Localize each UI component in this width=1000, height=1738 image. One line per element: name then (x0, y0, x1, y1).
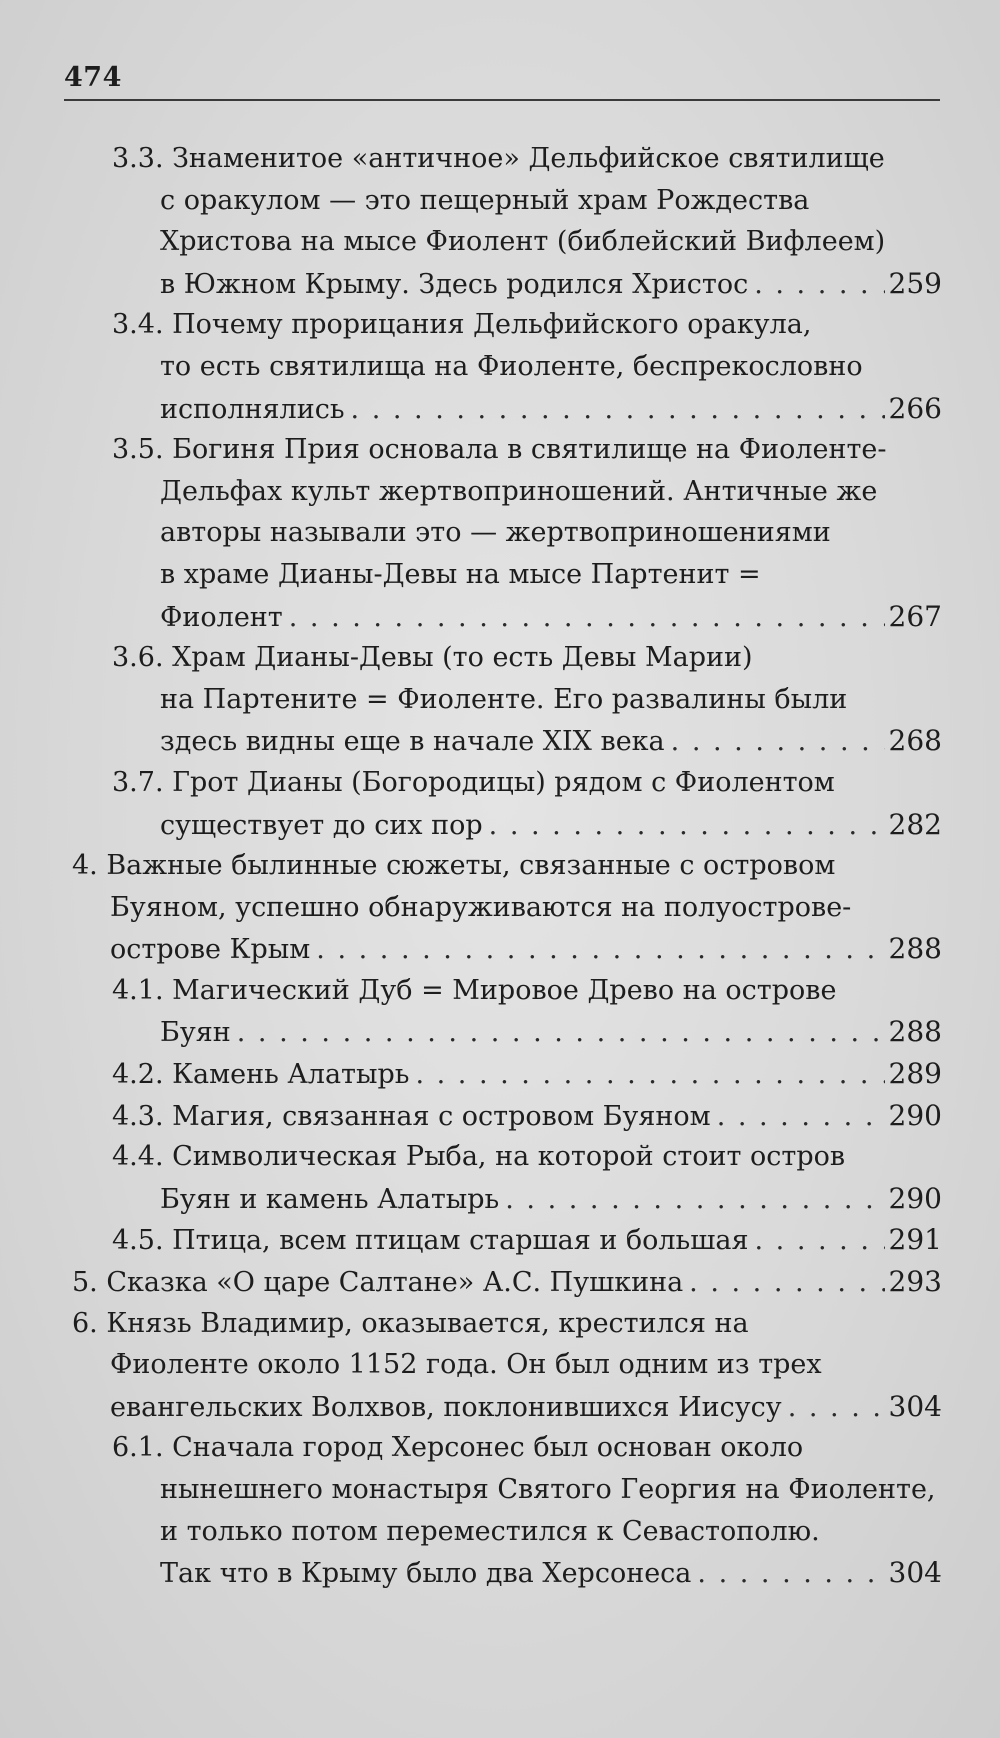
toc-entry-text: Дельфах культ жертвоприношений. Античные же (160, 475, 878, 507)
toc-entry-text: евангельских Волхвов, поклонившихся Иисусу (110, 1391, 782, 1423)
toc-entry-text: Фиоленте около 1152 года. Он был одним из трех (110, 1349, 822, 1381)
toc-entry-text: 4.5. Птица, всем птицам старшая и большая (112, 1225, 749, 1257)
toc-entry-text: существует до сих пор (160, 809, 483, 841)
toc-entry (0, 138, 1000, 304)
toc-page-number: 290 (888, 1098, 942, 1132)
toc-entry-text: 4.2. Камень Алатырь (112, 1059, 410, 1091)
toc-leader-dots (671, 721, 885, 763)
toc-entry-line (0, 762, 1000, 804)
toc-page-number: 290 (888, 1181, 942, 1215)
toc-entry-line (0, 180, 1000, 222)
toc-entry-text: 5. Сказка «О царе Салтане» А.С. Пушкина (72, 1267, 684, 1299)
toc-page-number: 304 (888, 1389, 942, 1423)
toc-entry-line (0, 887, 1000, 929)
toc-entry-line (0, 1552, 1000, 1594)
toc-entry-line (0, 679, 1000, 721)
toc-entry (0, 1303, 1000, 1428)
toc-entry-text: 4.4. Символическая Рыба, на которой стоит остров (112, 1141, 846, 1173)
toc-entry-text: авторы называли это — жертвоприношениями (160, 517, 831, 549)
toc-page-number: 293 (888, 1265, 942, 1299)
page-number: 474 (64, 62, 122, 93)
toc-entry (0, 1053, 1000, 1095)
toc-entry-text: на Партените = Фиоленте. Его развалины были (160, 683, 848, 715)
toc-entry-line (0, 554, 1000, 596)
toc-entry (0, 304, 1000, 429)
toc-entry (0, 637, 1000, 762)
toc-entry-line (0, 596, 1000, 638)
toc-entry-text: Христова на мысе Фиолент (библейский Вифлеем) (160, 226, 886, 258)
toc-leader-dots (237, 1012, 885, 1054)
toc-entry-line (0, 304, 1000, 346)
toc-leader-dots (505, 1179, 884, 1221)
toc-entry-text: Буян и камень Алатырь (160, 1183, 500, 1215)
toc-page-number: 259 (888, 266, 942, 300)
toc-page-number: 268 (888, 724, 942, 758)
toc-entry-text: 3.7. Грот Дианы (Богородицы) рядом с Фиолентом (112, 766, 835, 798)
toc-entry-text: здесь видны еще в начале XIX века (160, 726, 665, 758)
toc-entry-line (0, 1344, 1000, 1386)
toc-entry-text: 3.3. Знаменитое «античное» Дельфийское святилище (112, 143, 885, 174)
toc-entry-text: 3.5. Богиня Прия основала в святилище на Фиоленте- (112, 434, 887, 466)
toc-page-number: 267 (888, 599, 942, 633)
toc-entry-text: 3.4. Почему прорицания Дельфийского оракула, (112, 309, 812, 341)
toc-entry-line (0, 429, 1000, 471)
toc-entry-line (0, 970, 1000, 1012)
toc-entry-text: в храме Дианы-Девы на мысе Партенит = (160, 558, 761, 590)
toc-entry-line (0, 804, 1000, 846)
table-of-contents (0, 138, 1000, 1594)
toc-leader-dots (717, 1096, 885, 1138)
toc-entry-text: 3.6. Храм Дианы-Девы (то есть Девы Марии) (112, 642, 753, 674)
toc-entry (0, 845, 1000, 970)
toc-leader-dots (351, 389, 885, 431)
toc-entry-line (0, 1219, 1000, 1261)
toc-entry-text: и только потом переместился к Севастополю. (160, 1515, 820, 1547)
toc-page-number: 289 (888, 1057, 942, 1091)
toc-leader-dots (689, 1262, 884, 1304)
toc-entry (0, 1136, 1000, 1219)
toc-page-number: 282 (888, 807, 942, 841)
toc-entry-line (0, 138, 1000, 180)
toc-entry-line (0, 1011, 1000, 1053)
toc-entry-text: Так что в Крыму было два Херсонеса (160, 1558, 692, 1590)
toc-leader-dots (489, 805, 885, 847)
toc-entry-text: то есть святилища на Фиоленте, беспрекословно (160, 350, 863, 382)
toc-page-number: 291 (888, 1223, 942, 1257)
toc-entry-text: Буян (160, 1017, 231, 1049)
toc-leader-dots (788, 1387, 885, 1429)
toc-entry-line (0, 1427, 1000, 1469)
toc-entry-line (0, 928, 1000, 970)
toc-entry-text: 4. Важные былинные сюжеты, связанные с островом (72, 850, 836, 882)
toc-entry-text: с оракулом — это пещерный храм Рождества (160, 184, 810, 216)
toc-entry-line (0, 637, 1000, 679)
toc-entry-text: 6.1. Сначала город Херсонес был основан около (112, 1432, 804, 1464)
toc-entry-line (0, 1261, 1000, 1303)
toc-entry (0, 762, 1000, 845)
toc-entry-line (0, 346, 1000, 388)
toc-entry-line (0, 471, 1000, 513)
toc-entry-line (0, 1095, 1000, 1137)
toc-entry-text: нынешнего монастыря Святого Георгия на Фиоленте, (160, 1474, 936, 1505)
toc-entry-text: исполнялись (160, 393, 345, 425)
toc-entry-line (0, 845, 1000, 887)
toc-entry-line (0, 1178, 1000, 1220)
toc-entry-line (0, 1511, 1000, 1553)
toc-entry-text: острове Крым (110, 934, 311, 966)
toc-entry-line (0, 720, 1000, 762)
toc-entry-line (0, 1469, 1000, 1511)
toc-entry-text: 4.3. Магия, связанная с островом Буяном (112, 1100, 711, 1132)
toc-entry (0, 1095, 1000, 1137)
toc-leader-dots (415, 1054, 884, 1096)
toc-entry-text: Буяном, успешно обнаруживаются на полуострове- (110, 891, 852, 923)
toc-leader-dots (755, 1220, 885, 1262)
toc-entry-text: 6. Князь Владимир, оказывается, крестился на (72, 1307, 749, 1339)
toc-leader-dots (697, 1553, 884, 1595)
toc-leader-dots (289, 597, 885, 639)
toc-entry (0, 970, 1000, 1053)
toc-page-number: 304 (888, 1556, 942, 1590)
toc-entry-text: Фиолент (160, 601, 283, 633)
toc-entry-line (0, 1303, 1000, 1345)
toc-leader-dots (316, 929, 884, 971)
toc-entry-line (0, 221, 1000, 263)
toc-leader-dots (754, 264, 884, 306)
toc-entry-text: 4.1. Магический Дуб = Мировое Древо на острове (112, 974, 837, 1006)
toc-page-number: 288 (888, 932, 942, 966)
toc-entry-line (0, 512, 1000, 554)
toc-entry (0, 1427, 1000, 1593)
toc-entry-line (0, 388, 1000, 430)
header-rule (64, 99, 940, 101)
toc-entry (0, 429, 1000, 637)
toc-entry-line (0, 1053, 1000, 1095)
toc-entry-line (0, 1386, 1000, 1428)
toc-page-number: 266 (888, 391, 942, 425)
toc-page-number: 288 (888, 1015, 942, 1049)
toc-entry-line (0, 263, 1000, 305)
toc-entry (0, 1219, 1000, 1261)
toc-entry-text: в Южном Крыму. Здесь родился Христос (160, 268, 749, 300)
toc-entry (0, 1261, 1000, 1303)
toc-entry-line (0, 1136, 1000, 1178)
